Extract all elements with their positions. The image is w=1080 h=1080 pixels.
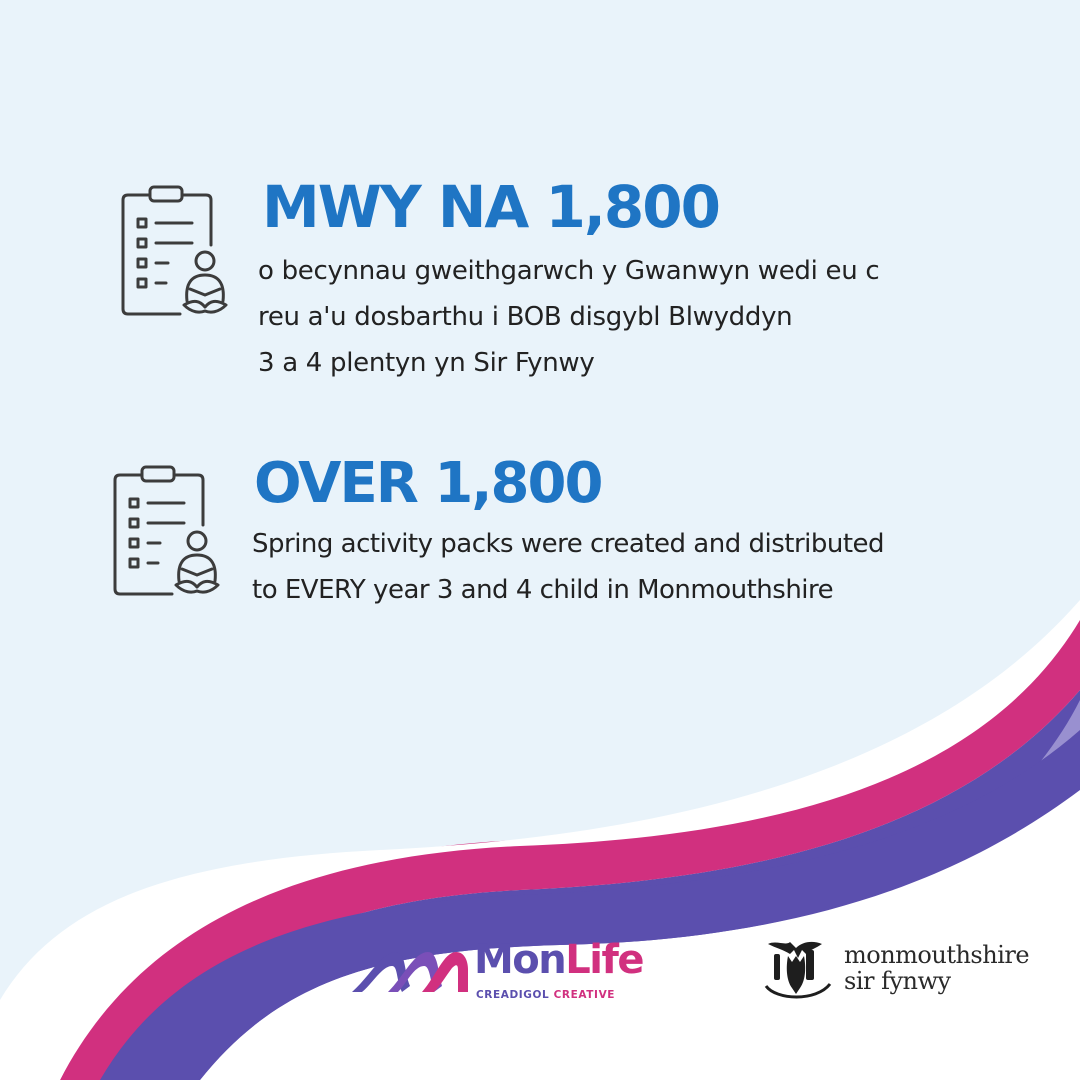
council-name-welsh: sir fynwy	[844, 967, 951, 995]
monlife-logo	[352, 938, 672, 1008]
monlife-tagline-welsh: CREADIGOL	[476, 989, 550, 1001]
monlife-tagline	[476, 989, 615, 1001]
monmouthshire-council-logo	[762, 936, 1052, 1006]
stat-description-line: Spring activity packs were created and distributed	[252, 529, 885, 559]
stat-description	[252, 521, 884, 613]
monlife-tagline-english: CREATIVE	[553, 989, 616, 1001]
stat-headline: MWY NA 1,800	[262, 173, 719, 241]
stat-headline: OVER 1,800	[254, 451, 602, 516]
monlife-wordmark-part: Life	[565, 937, 643, 983]
monlife-wordmark	[474, 937, 643, 983]
stat-description	[258, 248, 879, 386]
council-crest-icon	[762, 936, 834, 1002]
council-name-english: monmouthshire	[844, 941, 1030, 969]
monlife-mark-icon	[352, 946, 470, 996]
stat-description-line: o becynnau gweithgarwch y Gwanwyn wedi eu c	[258, 256, 880, 286]
clipboard-reader-icon	[112, 463, 222, 598]
clipboard-reader-icon	[120, 183, 230, 318]
monlife-wordmark-part: Mon	[474, 937, 566, 983]
stat-description-line: 3 a 4 plentyn yn Sir Fynwy	[258, 348, 595, 378]
council-wordmark	[844, 942, 1029, 994]
stat-description-line: to EVERY year 3 and 4 child in Monmouthshire	[252, 575, 834, 605]
stat-description-line: reu a'u dosbarthu i BOB disgybl Blwyddyn	[258, 302, 793, 332]
